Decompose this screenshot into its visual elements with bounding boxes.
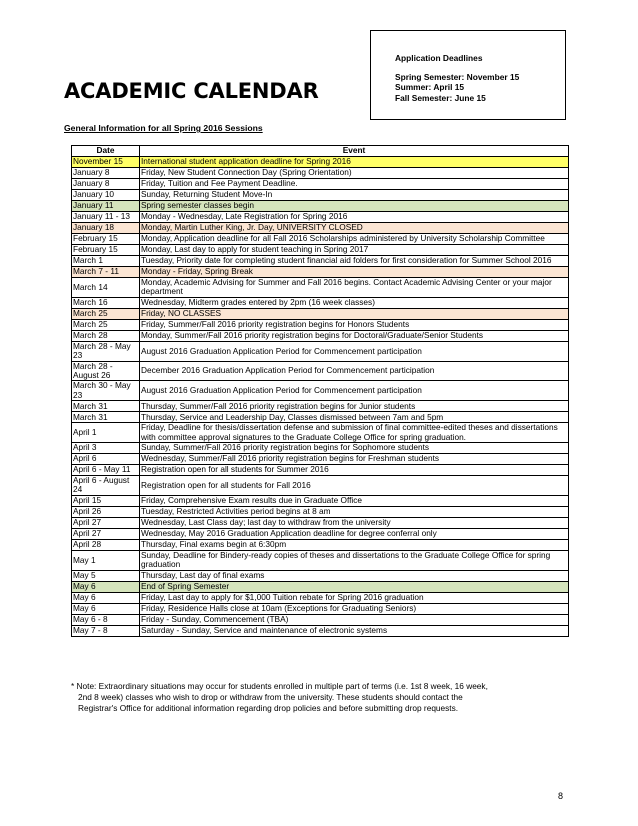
row-date: March 14 xyxy=(72,278,140,298)
row-event: Friday, New Student Connection Day (Spring Orientation) xyxy=(140,168,569,179)
row-date: January 8 xyxy=(72,179,140,190)
row-event: Wednesday, Last Class day; last day to withdraw from the university xyxy=(140,517,569,528)
row-event: Wednesday, Summer/Fall 2016 priority registration begins for Freshman students xyxy=(140,454,569,465)
row-date: March 1 xyxy=(72,256,140,267)
row-date: February 15 xyxy=(72,234,140,245)
table-row xyxy=(72,476,569,496)
header-date: Date xyxy=(72,146,140,157)
row-event: Wednesday, May 2016 Graduation Application deadline for degree conferral only xyxy=(140,528,569,539)
calendar-table xyxy=(71,145,569,637)
row-date: January 11 xyxy=(72,201,140,212)
row-event: Sunday, Deadline for Bindery-ready copies of theses and dissertations to the Graduate College Office for spring graduation xyxy=(140,550,569,570)
table-row xyxy=(72,506,569,517)
page-subtitle: General Information for all Spring 2016 Sessions xyxy=(64,123,263,133)
row-date: March 25 xyxy=(72,308,140,319)
table-row xyxy=(72,592,569,603)
row-event: August 2016 Graduation Application Period for Commencement participation xyxy=(140,381,569,401)
table-row xyxy=(72,570,569,581)
row-event: Monday, Martin Luther King, Jr. Day, UNIVERSITY CLOSED xyxy=(140,223,569,234)
row-date: March 28 - May 23 xyxy=(72,341,140,361)
row-date: April 27 xyxy=(72,517,140,528)
row-date: April 26 xyxy=(72,506,140,517)
row-event: International student application deadline for Spring 2016 xyxy=(140,157,569,168)
table-row xyxy=(72,245,569,256)
table-row xyxy=(72,278,569,298)
row-date: March 28 - August 26 xyxy=(72,361,140,381)
table-row xyxy=(72,330,569,341)
row-event: Friday, Summer/Fall 2016 priority registration begins for Honors Students xyxy=(140,319,569,330)
calendar-table-body xyxy=(72,157,569,637)
table-row xyxy=(72,297,569,308)
row-event: Friday, Residence Halls close at 10am (Exceptions for Graduating Seniors) xyxy=(140,603,569,614)
deadline-spring: Spring Semester: November 15 xyxy=(395,72,520,83)
table-row xyxy=(72,157,569,168)
table-row xyxy=(72,412,569,423)
row-event: Monday, Application deadline for all Fall 2016 Scholarships administered by University Scholarship Committee xyxy=(140,234,569,245)
deadlines-heading: Application Deadlines xyxy=(395,53,483,63)
deadline-fall: Fall Semester: June 15 xyxy=(395,92,486,103)
row-event: Friday - Sunday, Commencement (TBA) xyxy=(140,614,569,625)
row-event: Friday, Comprehensive Exam results due in Graduate Office xyxy=(140,495,569,506)
table-row xyxy=(72,443,569,454)
row-event: Friday, Last day to apply for $1,000 Tuition rebate for Spring 2016 graduation xyxy=(140,592,569,603)
row-date: January 18 xyxy=(72,223,140,234)
table-row xyxy=(72,319,569,330)
row-event: Sunday, Returning Student Move-In xyxy=(140,190,569,201)
table-row xyxy=(72,581,569,592)
table-row xyxy=(72,201,569,212)
row-date: March 7 - 11 xyxy=(72,267,140,278)
row-event: Wednesday, Midterm grades entered by 2pm (16 week classes) xyxy=(140,297,569,308)
table-row xyxy=(72,223,569,234)
table-row xyxy=(72,234,569,245)
row-event: Friday, NO CLASSES xyxy=(140,308,569,319)
table-row xyxy=(72,308,569,319)
row-event: Friday, Deadline for thesis/dissertation defense and submission of final committee-edited theses and dissertations with committee approval signatures to the Graduate College Office for spring graduation. xyxy=(140,423,569,443)
row-event: Thursday, Service and Leadership Day, Classes dismissed between 7am and 5pm xyxy=(140,412,569,423)
application-deadlines-box xyxy=(370,30,566,120)
footnote xyxy=(71,681,571,714)
row-event: Spring semester classes begin xyxy=(140,201,569,212)
footnote-line: Registrar's Office for additional information regarding drop policies and before submitting drop requests. xyxy=(78,703,459,713)
row-event: Thursday, Last day of final exams xyxy=(140,570,569,581)
row-date: March 16 xyxy=(72,297,140,308)
row-date: May 5 xyxy=(72,570,140,581)
row-date: March 31 xyxy=(72,401,140,412)
row-event: Monday, Last day to apply for student teaching in Spring 2017 xyxy=(140,245,569,256)
table-row xyxy=(72,179,569,190)
row-date: May 6 xyxy=(72,592,140,603)
row-date: February 15 xyxy=(72,245,140,256)
footnote-line: 2nd 8 week) classes who wish to drop or withdraw from the university. These students should contact the xyxy=(78,692,463,702)
row-date: January 8 xyxy=(72,168,140,179)
row-event: Monday, Summer/Fall 2016 priority registration begins for Doctoral/Graduate/Senior Students xyxy=(140,330,569,341)
row-date: March 30 - May 23 xyxy=(72,381,140,401)
row-event: Monday, Academic Advising for Summer and Fall 2016 begins. Contact Academic Advising Center or your major department xyxy=(140,278,569,298)
header-event: Event xyxy=(140,146,569,157)
table-row xyxy=(72,454,569,465)
row-event: August 2016 Graduation Application Period for Commencement participation xyxy=(140,341,569,361)
row-date: January 10 xyxy=(72,190,140,201)
row-date: April 6 xyxy=(72,454,140,465)
table-row xyxy=(72,168,569,179)
table-row xyxy=(72,625,569,636)
row-date: May 6 - 8 xyxy=(72,614,140,625)
row-date: April 1 xyxy=(72,423,140,443)
row-event: Monday - Friday, Spring Break xyxy=(140,267,569,278)
row-date: April 6 - August 24 xyxy=(72,476,140,496)
table-row xyxy=(72,465,569,476)
row-date: January 11 - 13 xyxy=(72,212,140,223)
table-row xyxy=(72,401,569,412)
table-row xyxy=(72,517,569,528)
row-event: Registration open for all students for Summer 2016 xyxy=(140,465,569,476)
table-row xyxy=(72,341,569,361)
row-date: May 7 - 8 xyxy=(72,625,140,636)
page-number: 8 xyxy=(558,791,564,801)
table-row xyxy=(72,614,569,625)
row-event: End of Spring Semester xyxy=(140,581,569,592)
row-date: May 1 xyxy=(72,550,140,570)
row-date: May 6 xyxy=(72,581,140,592)
row-date: April 15 xyxy=(72,495,140,506)
row-date: March 28 xyxy=(72,330,140,341)
table-row xyxy=(72,528,569,539)
table-row xyxy=(72,361,569,381)
row-event: Tuesday, Restricted Activities period begins at 8 am xyxy=(140,506,569,517)
table-header-row xyxy=(72,146,569,157)
row-date: March 25 xyxy=(72,319,140,330)
table-row xyxy=(72,190,569,201)
table-row xyxy=(72,267,569,278)
table-row xyxy=(72,495,569,506)
table-row xyxy=(72,256,569,267)
row-event: Saturday - Sunday, Service and maintenance of electronic systems xyxy=(140,625,569,636)
row-date: April 27 xyxy=(72,528,140,539)
table-row xyxy=(72,423,569,443)
row-date: November 15 xyxy=(72,157,140,168)
row-event: Thursday, Summer/Fall 2016 priority registration begins for Junior students xyxy=(140,401,569,412)
footnote-line: * Note: Extraordinary situations may occur for students enrolled in multiple part of terms (i.e. 1st 8 week, 16 week, xyxy=(71,681,488,691)
row-date: April 28 xyxy=(72,539,140,550)
page-title: ACADEMIC CALENDAR xyxy=(64,79,319,103)
row-event: Tuesday, Priority date for completing student financial aid folders for first consideration for Summer School 2016 xyxy=(140,256,569,267)
table-row xyxy=(72,550,569,570)
row-date: April 3 xyxy=(72,443,140,454)
row-event: Sunday, Summer/Fall 2016 priority registration begins for Sophomore students xyxy=(140,443,569,454)
row-date: March 31 xyxy=(72,412,140,423)
table-row xyxy=(72,212,569,223)
row-event: Registration open for all students for Fall 2016 xyxy=(140,476,569,496)
table-row xyxy=(72,603,569,614)
row-date: April 6 - May 11 xyxy=(72,465,140,476)
row-date: May 6 xyxy=(72,603,140,614)
row-event: Friday, Tuition and Fee Payment Deadline. xyxy=(140,179,569,190)
deadline-summer: Summer: April 15 xyxy=(395,82,465,93)
table-row xyxy=(72,539,569,550)
table-row xyxy=(72,381,569,401)
row-event: Monday - Wednesday, Late Registration for Spring 2016 xyxy=(140,212,569,223)
row-event: December 2016 Graduation Application Period for Commencement participation xyxy=(140,361,569,381)
row-event: Thursday, Final exams begin at 6:30pm xyxy=(140,539,569,550)
